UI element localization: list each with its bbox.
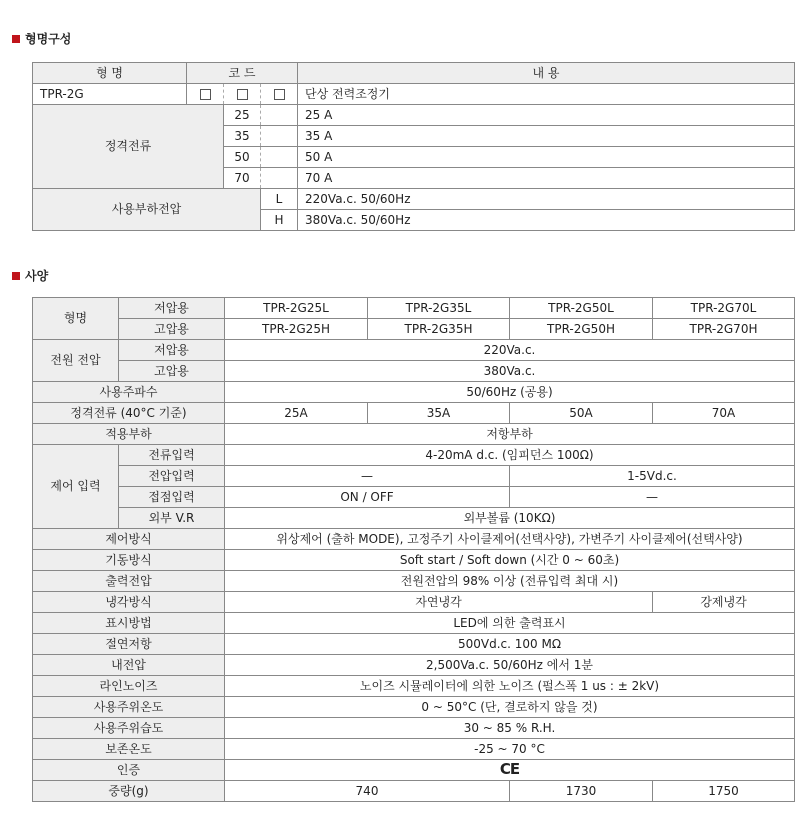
code-box-2 [224,84,261,105]
rated-desc: 25 A [298,105,795,126]
spec-table [32,297,795,802]
frequency-label: 사용주파수 [33,382,225,403]
voltage-input-value-b: 1-5Vd.c. [510,466,795,487]
applied-load-label: 적용부하 [33,424,225,445]
control-input-label: 제어 입력 [33,445,119,529]
rated-code: 35 [224,126,261,147]
load-voltage-label: 사용부하전압 [33,189,261,231]
cooling-natural-value: 자연냉각 [225,592,653,613]
section-title-specs [12,267,48,284]
power-low-label: 저압용 [119,340,225,361]
power-high-label: 고압용 [119,361,225,382]
rated-code-empty [261,105,298,126]
model-high: TPR-2G35H [368,319,510,340]
start-method-label: 기동방식 [33,550,225,571]
contact-input-value-a: ON / OFF [225,487,510,508]
voltage-desc: 380Va.c. 50/60Hz [298,210,795,231]
certification-label: 인증 [33,760,225,781]
high-voltage-label: 고압용 [119,319,225,340]
frequency-value: 50/60Hz (공용) [225,382,795,403]
header-code: 코 드 [187,63,298,84]
line-noise-label: 라인노이즈 [33,676,225,697]
rated-desc: 50 A [298,147,795,168]
applied-load-value: 저항부하 [225,424,795,445]
ambient-humidity-value: 30 ~ 85 % R.H. [225,718,795,739]
voltage-input-label: 전압입력 [119,466,225,487]
rated-code-empty [261,168,298,189]
model-low: TPR-2G70L [653,298,795,319]
red-square-bullet-icon [12,35,20,43]
power-voltage-label: 전원 전압 [33,340,119,382]
output-voltage-label: 출력전압 [33,571,225,592]
code-box-3 [261,84,298,105]
current-input-value: 4-20mA d.c. (임피던스 100Ω) [225,445,795,466]
power-high-value: 380Va.c. [225,361,795,382]
display-method-value: LED에 의한 출력표시 [225,613,795,634]
checkbox-square-icon [274,89,285,100]
model-config-table [32,62,795,231]
model-label: 형명 [33,298,119,340]
rated-current-value: 50A [510,403,653,424]
model-high: TPR-2G25H [225,319,368,340]
rated-current-label: 정격전류 (40°C 기준) [33,403,225,424]
insulation-value: 500Vd.c. 100 MΩ [225,634,795,655]
section-title-text: 사양 [25,269,49,283]
header-content: 내 용 [298,63,795,84]
rated-desc: 70 A [298,168,795,189]
external-vr-label: 외부 V.R [119,508,225,529]
certification-value [225,760,795,781]
insulation-label: 절연저항 [33,634,225,655]
section-title-model-config [12,30,71,47]
contact-input-value-b: — [510,487,795,508]
storage-temp-value: -25 ~ 70 °C [225,739,795,760]
checkbox-square-icon [237,89,248,100]
voltage-desc: 220Va.c. 50/60Hz [298,189,795,210]
red-square-bullet-icon [12,272,20,280]
weight-value: 1750 [653,781,795,802]
ambient-temp-value: 0 ~ 50°C (단, 결로하지 않을 것) [225,697,795,718]
ambient-humidity-label: 사용주위습도 [33,718,225,739]
model-high: TPR-2G70H [653,319,795,340]
display-method-label: 표시방법 [33,613,225,634]
rated-desc: 35 A [298,126,795,147]
rated-current-value: 70A [653,403,795,424]
storage-temp-label: 보존온도 [33,739,225,760]
model-low: TPR-2G25L [225,298,368,319]
rated-code: 70 [224,168,261,189]
low-voltage-label: 저압용 [119,298,225,319]
rated-code: 25 [224,105,261,126]
model-low: TPR-2G35L [368,298,510,319]
weight-value: 740 [225,781,510,802]
voltage-code: L [261,189,298,210]
rated-current-value: 35A [368,403,510,424]
cooling-method-label: 냉각방식 [33,592,225,613]
external-vr-value: 외부볼륨 (10KΩ) [225,508,795,529]
rated-current-value: 25A [225,403,368,424]
rated-code-empty [261,147,298,168]
control-method-value: 위상제어 (출하 MODE), 고정주기 사이클제어(선택사양), 가변주기 사이클제어(선택사양) [225,529,795,550]
ambient-temp-label: 사용주위온도 [33,697,225,718]
current-input-label: 전류입력 [119,445,225,466]
output-voltage-value: 전원전압의 98% 이상 (전류입력 최대 시) [225,571,795,592]
line-noise-value: 노이즈 시뮬레이터에 의한 노이즈 (펄스폭 1 us : ± 2kV) [225,676,795,697]
model-name: TPR-2G [33,84,187,105]
ce-mark-icon: CE [499,760,520,778]
header-model: 형 명 [33,63,187,84]
rated-code: 50 [224,147,261,168]
model-desc: 단상 전력조정기 [298,84,795,105]
cooling-forced-value: 강제냉각 [653,592,795,613]
weight-label: 중량(g) [33,781,225,802]
section-title-text: 형명구성 [25,32,72,46]
code-box-1 [187,84,224,105]
weight-value: 1730 [510,781,653,802]
control-method-label: 제어방식 [33,529,225,550]
contact-input-label: 접점입력 [119,487,225,508]
model-low: TPR-2G50L [510,298,653,319]
power-low-value: 220Va.c. [225,340,795,361]
start-method-value: Soft start / Soft down (시간 0 ~ 60초) [225,550,795,571]
checkbox-square-icon [200,89,211,100]
model-high: TPR-2G50H [510,319,653,340]
voltage-input-value-a: — [225,466,510,487]
voltage-code: H [261,210,298,231]
rated-code-empty [261,126,298,147]
rated-current-label: 정격전류 [33,105,224,189]
withstand-voltage-label: 내전압 [33,655,225,676]
withstand-voltage-value: 2,500Va.c. 50/60Hz 에서 1분 [225,655,795,676]
